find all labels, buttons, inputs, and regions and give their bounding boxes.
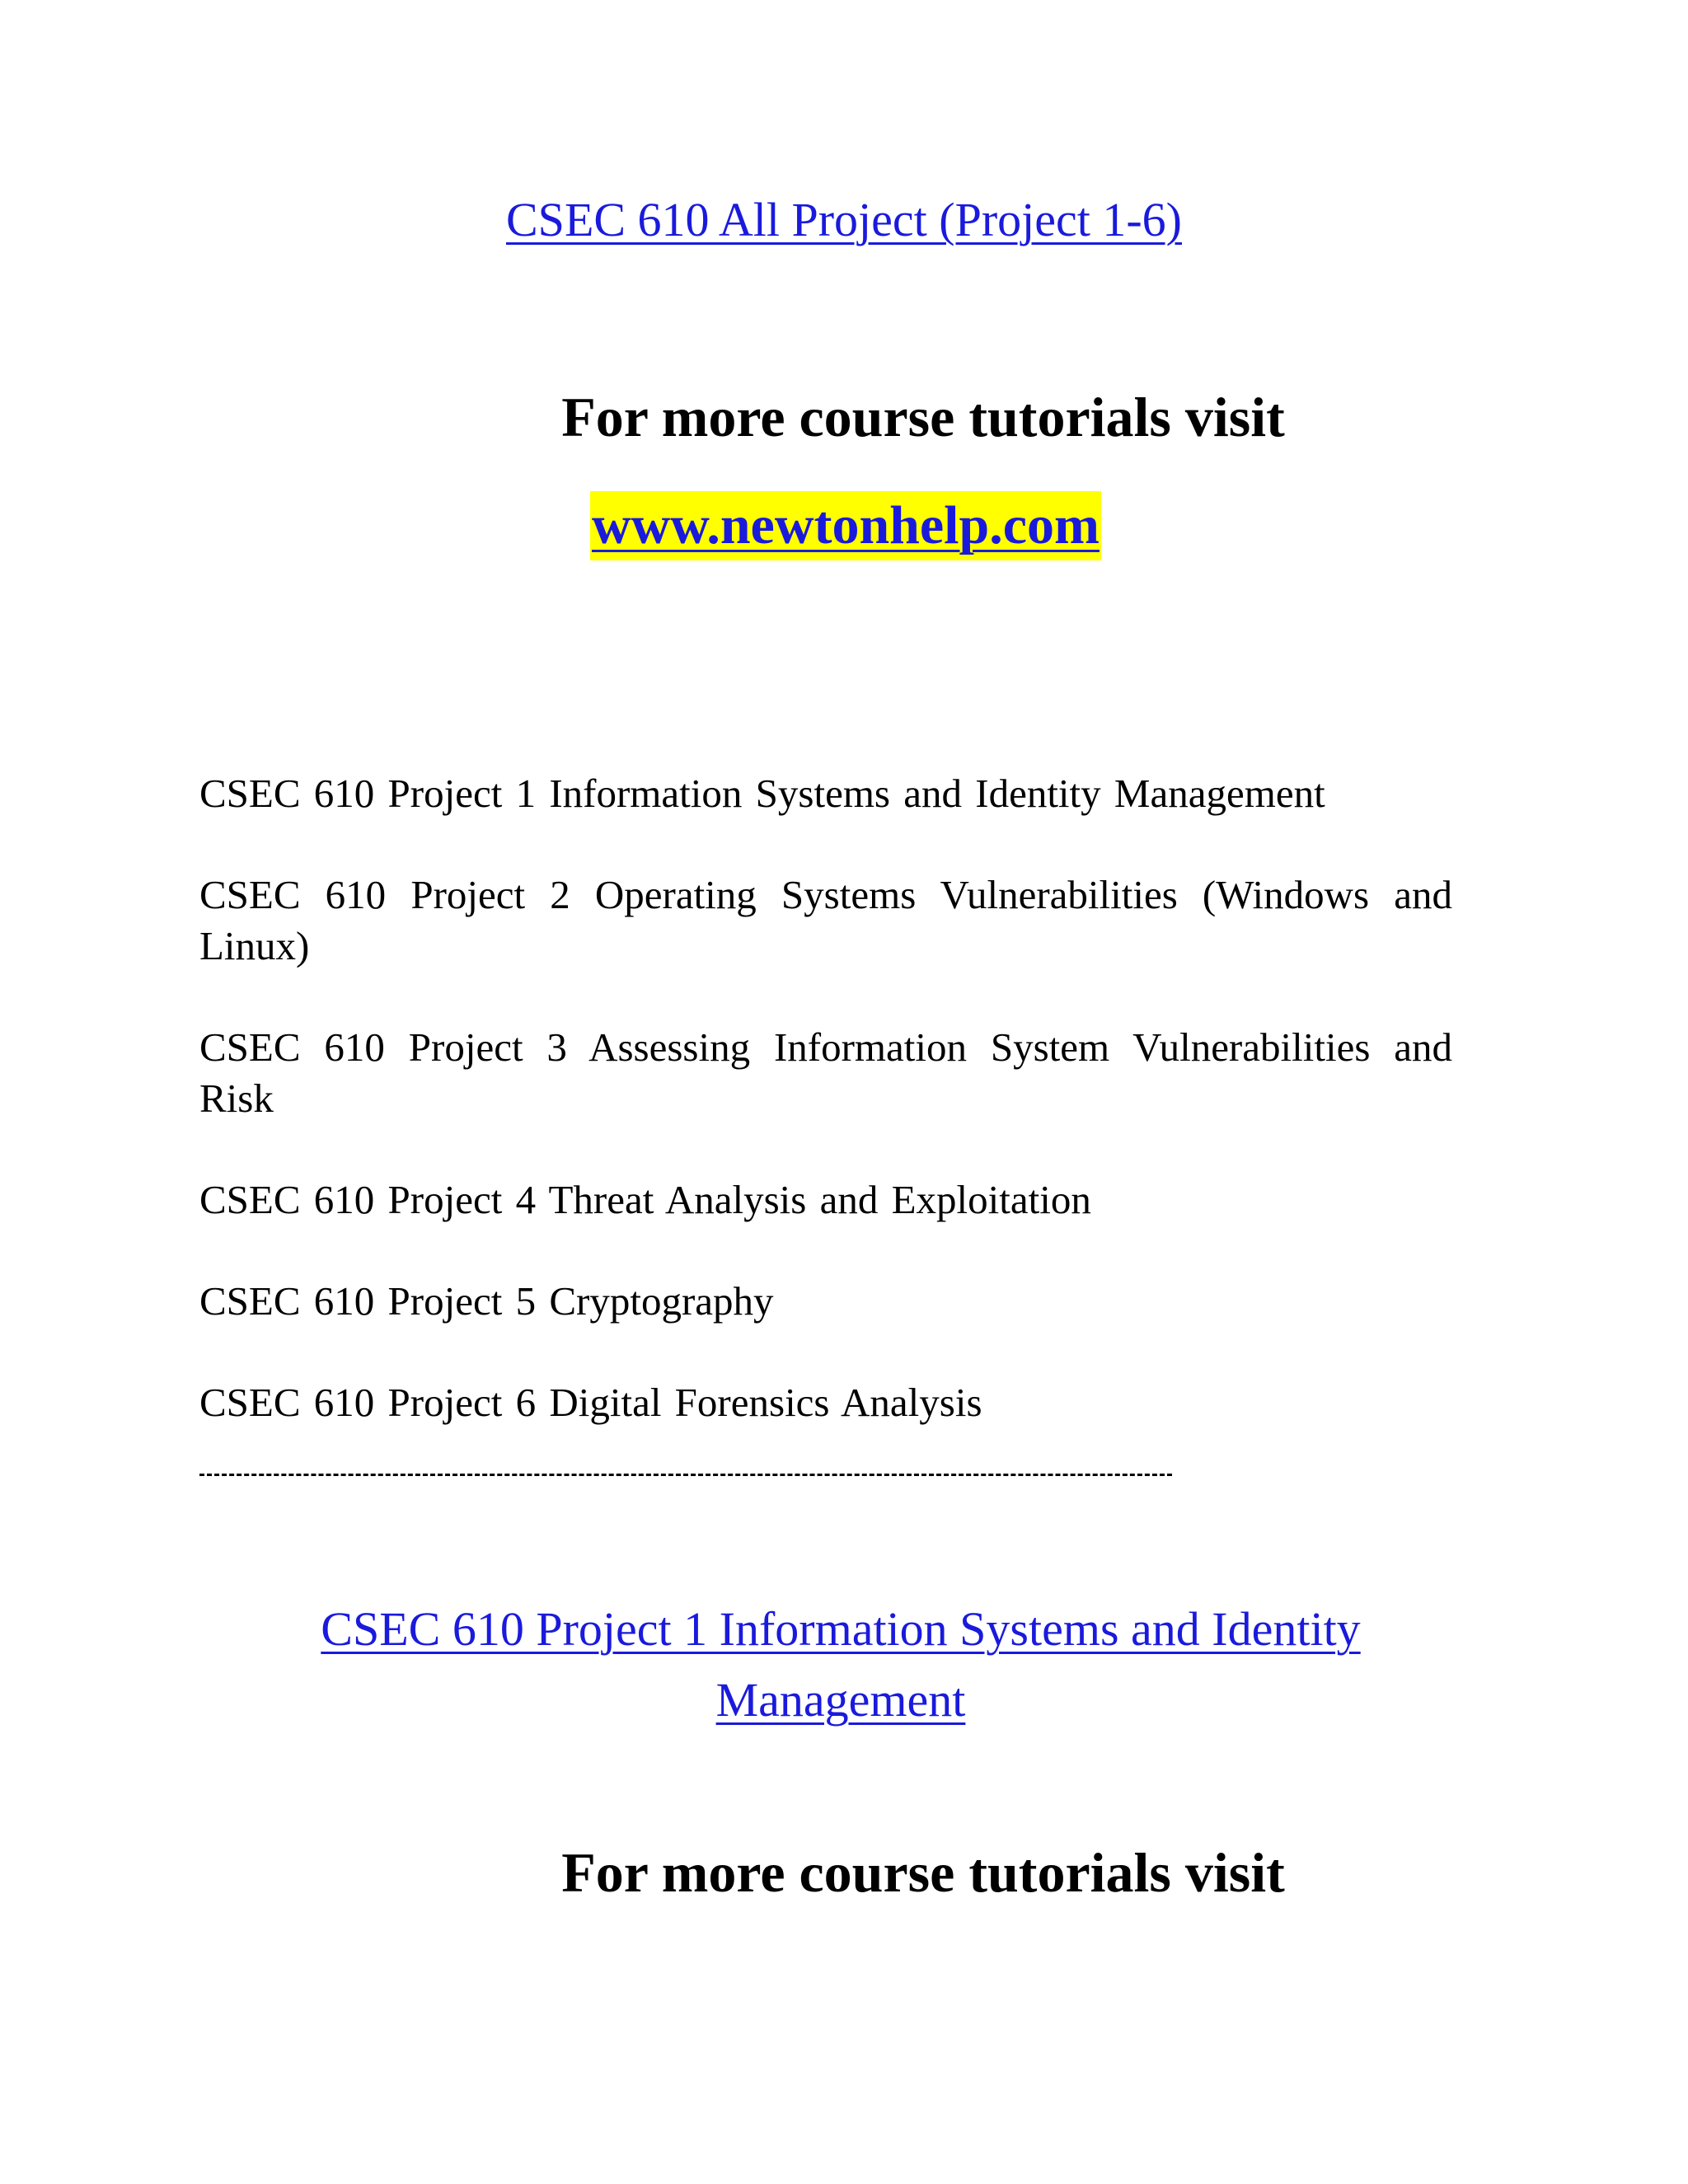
project-list-item: CSEC 610 Project 3 Assessing Information System Vulnerabilities and Risk <box>199 1024 1452 1121</box>
newtonhelp-site-link[interactable]: www.newtonhelp.com <box>590 491 1101 560</box>
project-list-item: CSEC 610 Project 4 Threat Analysis and Exploitation <box>199 1177 1091 1222</box>
all-projects-title <box>0 191 1688 249</box>
project-list-item: CSEC 610 Project 6 Digital Forensics Analysis <box>199 1380 982 1425</box>
promo-heading-repeat: For more course tutorials visit <box>561 1841 1285 1904</box>
dashed-divider <box>199 1474 1172 1476</box>
promo-site-wrap <box>0 491 1688 560</box>
promo-heading: For more course tutorials visit <box>561 386 1285 448</box>
project-1-link[interactable]: CSEC 610 Project 1 Information Systems and Identity Management <box>321 1602 1361 1727</box>
project-list-item: CSEC 610 Project 2 Operating Systems Vulnerabilities (Windows and Linux) <box>199 872 1452 968</box>
project-list-item: CSEC 610 Project 5 Cryptography <box>199 1278 774 1324</box>
all-projects-link[interactable]: CSEC 610 All Project (Project 1-6) <box>506 193 1182 246</box>
project-list <box>199 768 1452 1428</box>
project-list-item: CSEC 610 Project 1 Information Systems and Identity Management <box>199 771 1325 816</box>
project-1-section-title <box>280 1594 1401 1736</box>
